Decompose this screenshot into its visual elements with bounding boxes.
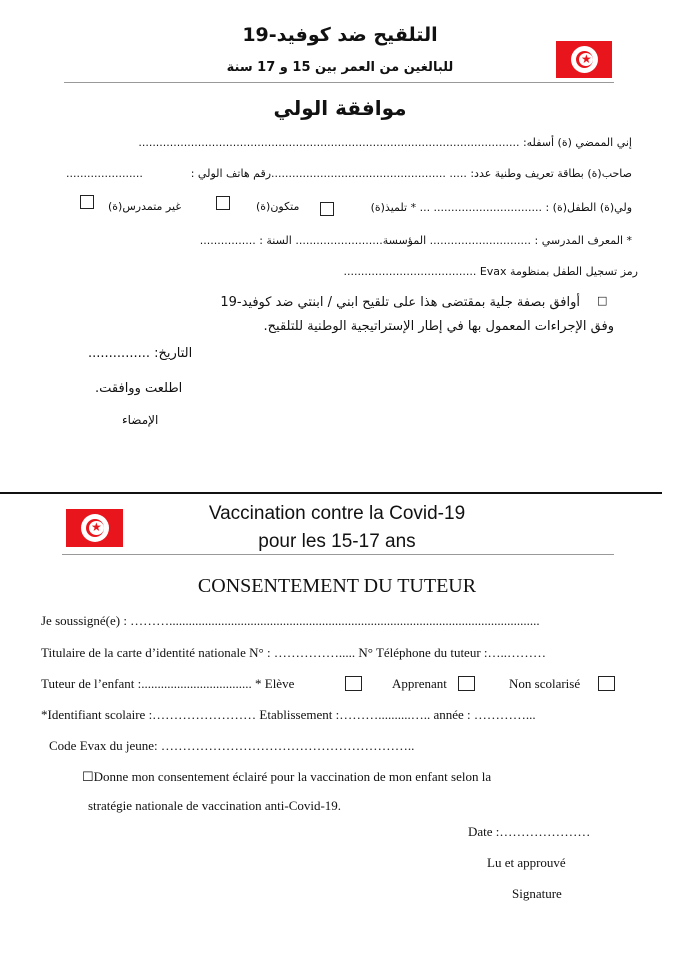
ar-heading: موافقة الولي xyxy=(273,96,407,120)
fr-header-rule xyxy=(62,554,614,555)
fr-line-undersigned: Je soussigné(e) : ……….................................................................................................................. xyxy=(41,613,540,628)
fr-heading: CONSENTEMENT DU TUTEUR xyxy=(197,575,477,597)
fr-title-line-1: Vaccination contre la Covid-19 xyxy=(208,503,466,524)
ar-line-id-card: صاحب(ة) بطاقة تعريف وطنية عدد: ..... ..................................................رقم هاتف الولي : xyxy=(190,167,632,180)
ar-consent-line-1: أوافق بصفة جلية بمقتضى هذا على تلقيح ابني / ابنتي ضد كوفيد-19 xyxy=(220,295,580,310)
ar-notschool-checkbox[interactable] xyxy=(80,195,94,209)
fr-nonscolarise-checkbox[interactable] xyxy=(598,676,615,691)
fr-signature: Signature xyxy=(512,886,562,901)
ar-header-rule xyxy=(64,82,614,83)
ar-read-approved: اطلعت ووافقت. xyxy=(95,381,183,396)
ar-line-guardian: ولي(ة) الطفل(ة) : ............................... ... * تلميذ(ة) xyxy=(370,201,632,214)
fr-nonscolarise-label: Non scolarisé xyxy=(509,676,581,691)
fr-line-school-id: *Identifiant scolaire :…………………… Etablissement :………..........….. année : …………... xyxy=(41,707,536,722)
ar-subtitle: للبالغين من العمر بين 15 و 17 سنة xyxy=(226,60,454,75)
ar-signature: الإمضاء xyxy=(122,413,159,427)
ar-line-evax: رمز تسجيل الطفل بمنظومة Evax ...................................... xyxy=(343,265,638,278)
ar-consent-line-2: وفق الإجراءات المعمول بها في إطار الإستراتيجية الوطنية للتلقيح. xyxy=(263,319,614,334)
fr-line-evax: Code Evax du jeune: ………………………………………………….. xyxy=(49,738,415,753)
fr-consent-line-1: ☐Donne mon consentement éclairé pour la vaccination de mon enfant selon la xyxy=(82,769,492,784)
fr-date: Date :………………… xyxy=(468,824,591,839)
ar-line-undersigned: إني الممضي (ة) أسفله: ............................................................................................................. xyxy=(138,136,632,149)
section-divider xyxy=(0,492,662,494)
fr-pupil-checkbox[interactable] xyxy=(345,676,362,691)
ar-consent-checkbox[interactable]: □ xyxy=(597,294,608,307)
ar-line-school-id: * المعرف المدرسي : ............................. المؤسسة......................... السنة : ................ xyxy=(199,234,632,247)
fr-title-line-2: pour les 15-17 ans xyxy=(258,531,416,552)
fr-read-approved: Lu et approuvé xyxy=(487,855,566,870)
fr-apprenant-label: Apprenant xyxy=(392,676,447,691)
fr-consent-line-2: stratégie nationale de vaccination anti-Covid-19. xyxy=(88,798,342,813)
ar-title: التلقيح ضد كوفيد-19 xyxy=(242,24,438,46)
fr-line-tutor: Tuteur de l’enfant :.................................. * Elève xyxy=(41,676,295,691)
tunisia-flag-icon: ★ xyxy=(556,41,612,78)
ar-notschool-label: غير متمدرس(ة) xyxy=(108,200,182,213)
tunisia-flag-icon: ★ xyxy=(66,509,123,547)
ar-date: التاريخ: ............... xyxy=(88,346,193,361)
fr-line-id-card: Titulaire de la carte d’identité nationale N° : ……………..... N° Téléphone du tuteur :…..……… xyxy=(41,645,547,660)
ar-trainee-checkbox[interactable] xyxy=(216,196,230,210)
ar-trainee-label: متكون(ة) xyxy=(256,200,300,213)
ar-pupil-checkbox[interactable] xyxy=(320,202,334,216)
fr-apprenant-checkbox[interactable] xyxy=(458,676,475,691)
ar-line-phone-dots: ...................... xyxy=(66,167,143,180)
